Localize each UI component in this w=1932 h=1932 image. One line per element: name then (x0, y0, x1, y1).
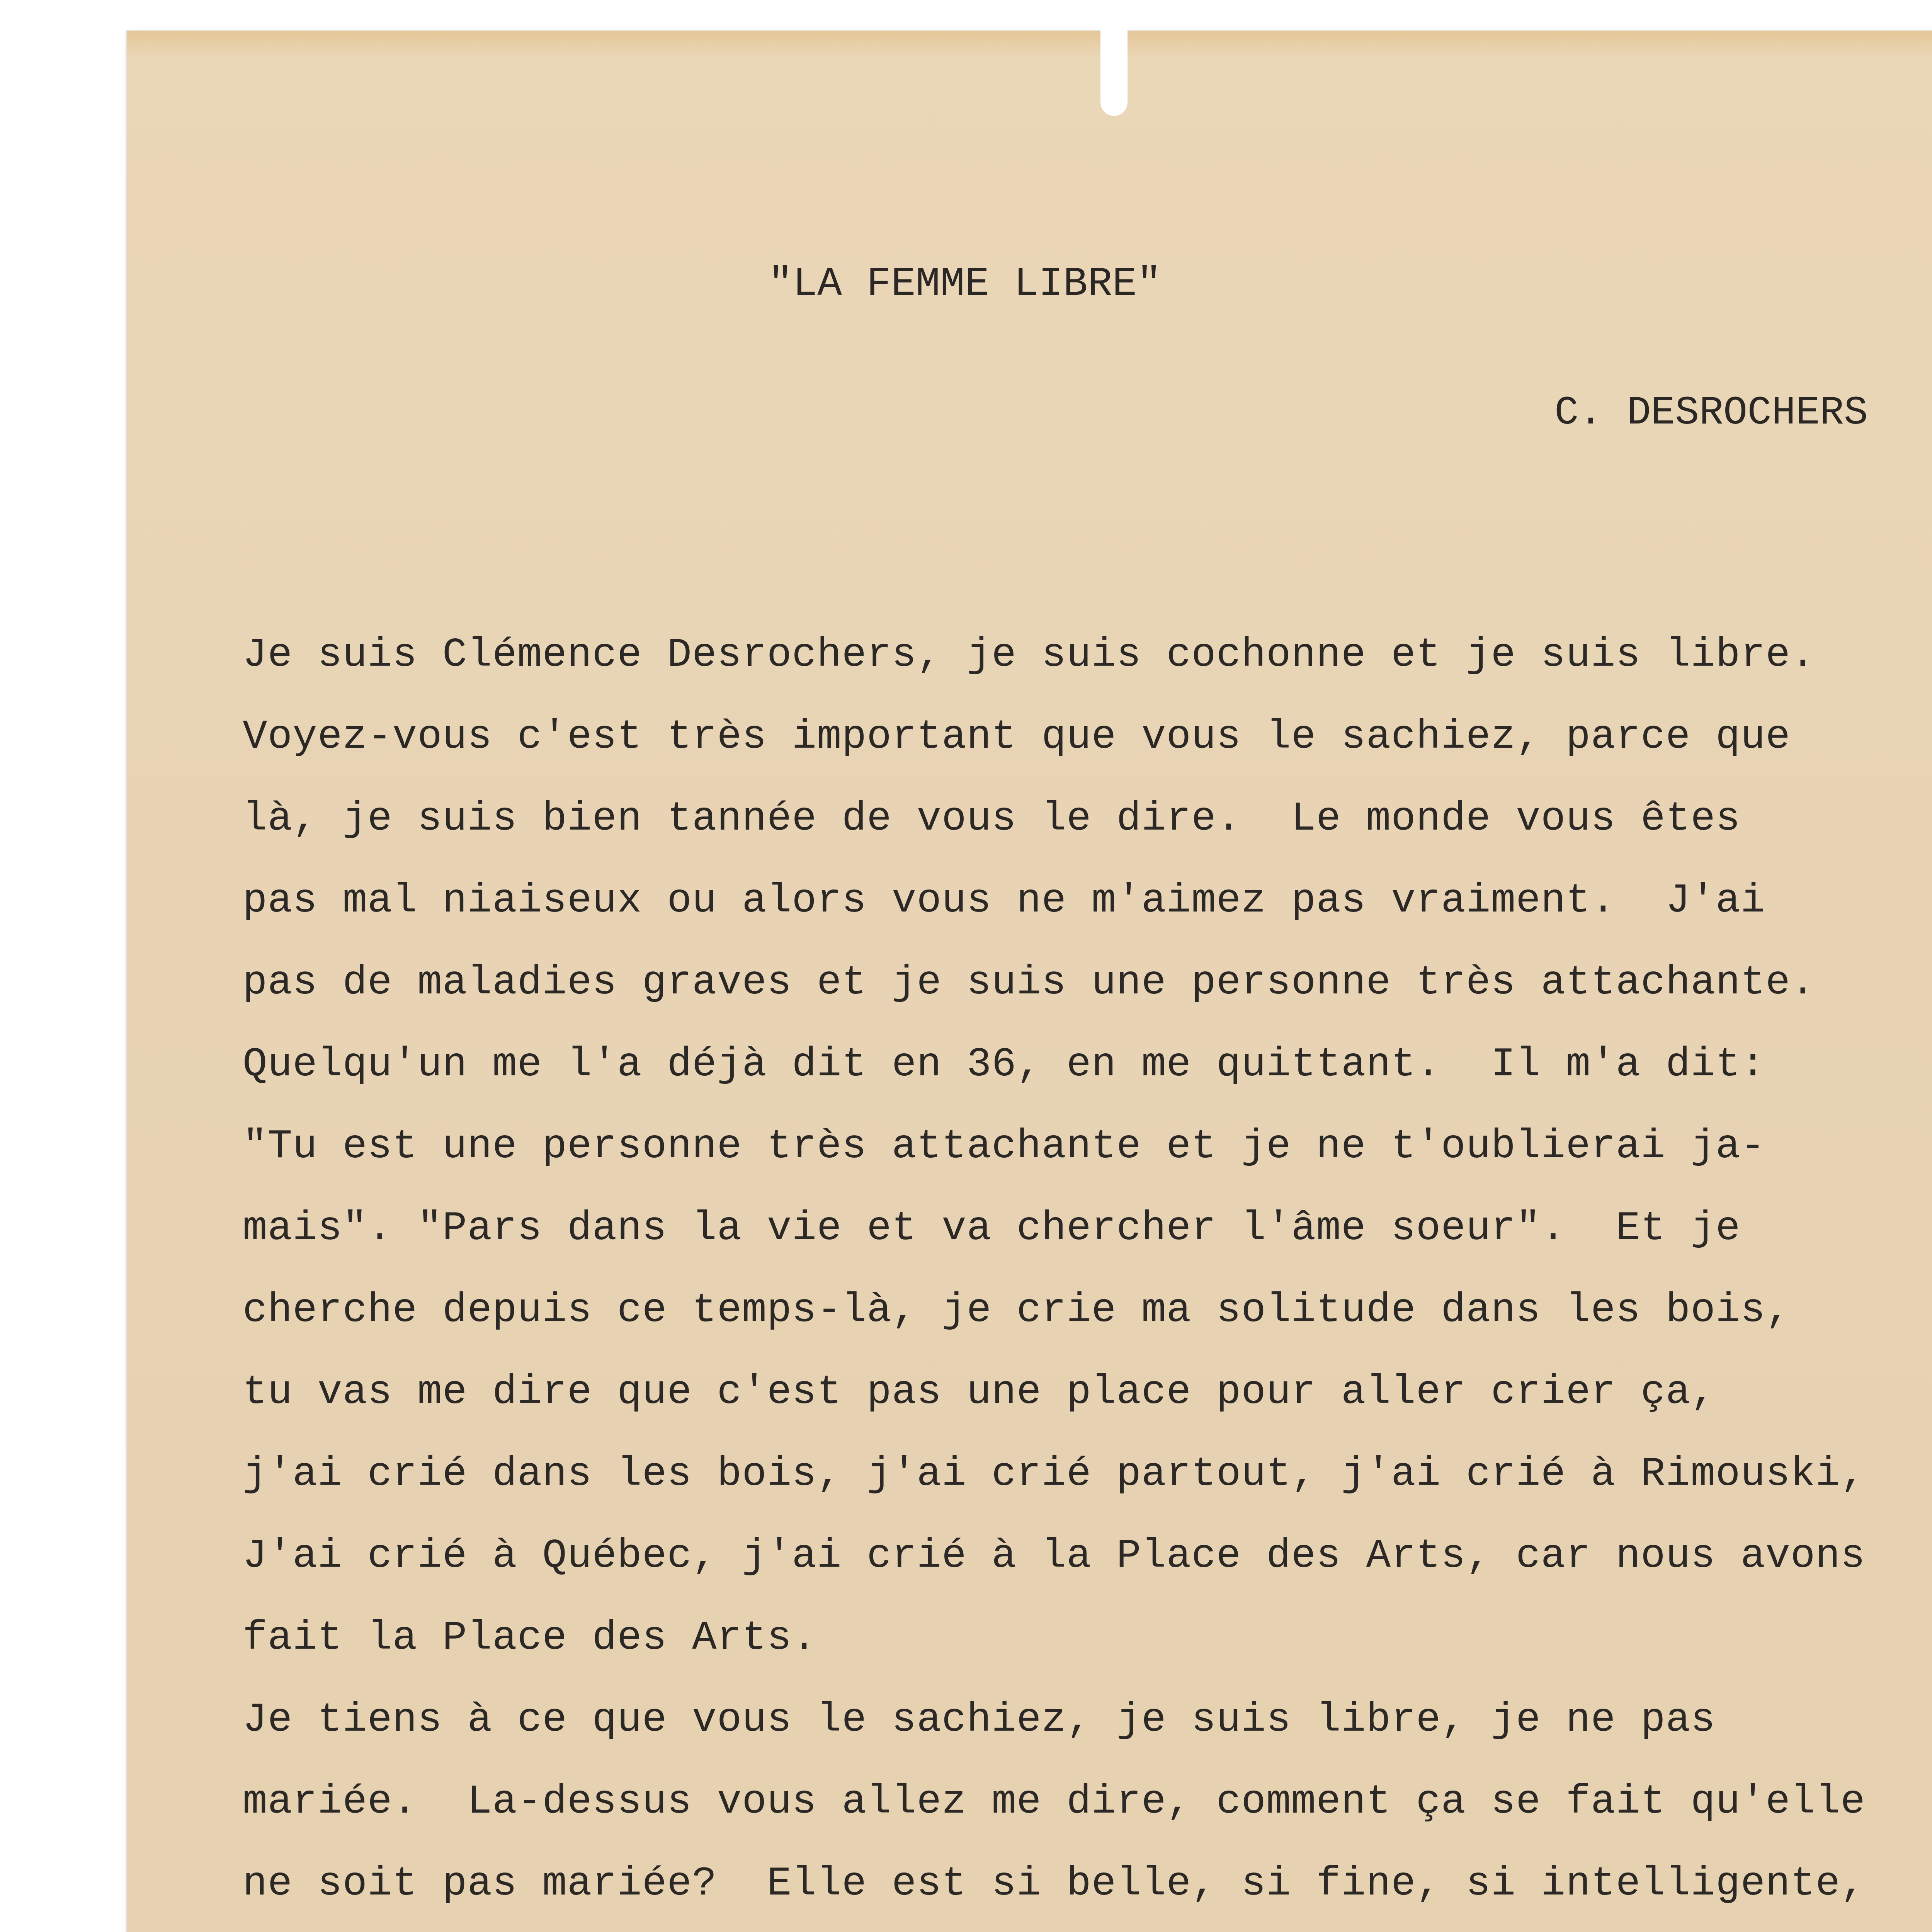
paper-tear (1100, 27, 1128, 116)
text-line: pas de maladies graves et je suis une personne très attachante. (243, 959, 1816, 1006)
text-line: ne soit pas mariée? Elle est si belle, si fine, si intelligente, (243, 1861, 1866, 1907)
document-title: "LA FEMME LIBRE" (768, 261, 1162, 307)
text-line: J'ai crié à Québec, j'ai crié à la Place des Arts, car nous avons (243, 1533, 1866, 1579)
document-author: C. DESROCHERS (1554, 390, 1868, 436)
text-line: mariée. La-dessus vous allez me dire, comment ça se fait qu'elle (243, 1779, 1866, 1825)
text-line: fait la Place des Arts. (243, 1615, 817, 1661)
text-line: là, je suis bien tannée de vous le dire. Le monde vous êtes (243, 796, 1741, 842)
text-line: j'ai crié dans les bois, j'ai crié partout, j'ai crié à Rimouski, (243, 1451, 1866, 1497)
text-line: Quelqu'un me l'a déjà dit en 36, en me quittant. Il m'a dit: (243, 1041, 1766, 1088)
text-line: Je suis Clémence Desrochers, je suis cochonne et je suis libre. (243, 632, 1816, 678)
typed-body (243, 634, 1932, 1932)
paper-discoloration-top (127, 31, 1932, 58)
text-line: "Tu est une personne très attachante et je ne t'oublierai ja- (243, 1123, 1766, 1170)
text-line: mais". "Pars dans la vie et va chercher l'âme soeur". Et je (243, 1205, 1741, 1252)
typed-page (127, 31, 1932, 1932)
text-line: tu vas me dire que c'est pas une place pour aller crier ça, (243, 1369, 1716, 1415)
text-line: pas mal niaiseux ou alors vous ne m'aimez pas vraiment. J'ai (243, 878, 1766, 924)
text-line: Voyez-vous c'est très important que vous le sachiez, parce que (243, 714, 1791, 760)
text-line: cherche depuis ce temps-là, je crie ma solitude dans les bois, (243, 1287, 1791, 1333)
text-line: Je tiens à ce que vous le sachiez, je suis libre, je ne pas (243, 1697, 1716, 1743)
